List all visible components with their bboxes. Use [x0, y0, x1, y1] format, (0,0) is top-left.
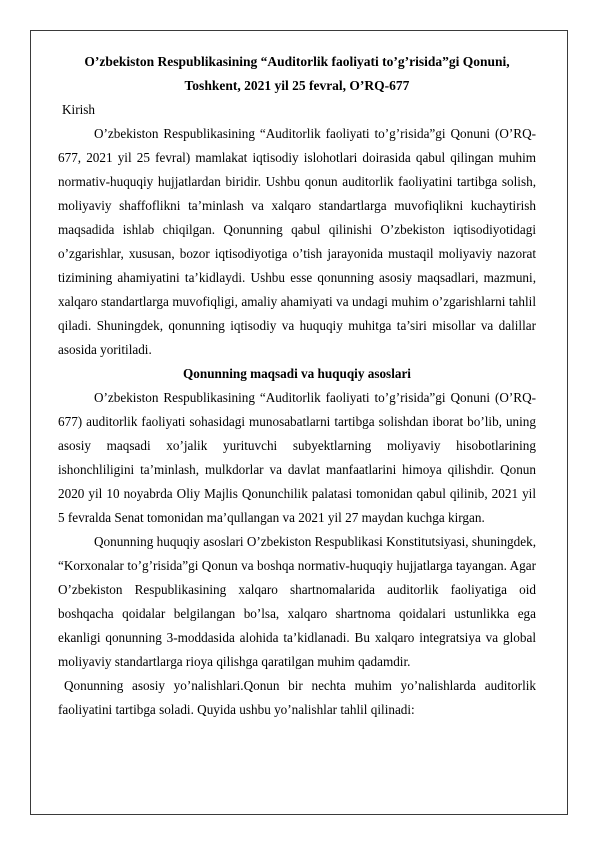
- section-heading: Qonunning maqsadi va huquqiy asoslari: [183, 366, 411, 381]
- document-body: [58, 50, 536, 722]
- document-title-line-1: O’zbekiston Respublikasining “Auditorlik faoliyati to’g’risida”gi Qonuni,: [84, 54, 510, 69]
- section-paragraph-1: O’zbekiston Respublikasining “Auditorlik faoliyati to’g’risida”gi Qonuni (O’RQ-677) auditorlik faoliyati sohasidagi munosabatlarni tartibga solishdan iborat bo’lib, uning asosiy maqsadi xo’jalik yurituvchi subyektlarning moliyaviy hisobotlarining ishonchliligini ta’minlash, mulkdorlar va davlat manfaatlarini himoya qilishdir. Qonun 2020 yil 10 noyabrda Oliy Majlis Qonunchilik palatasi tomonidan qabul qilinib, 2021 yil 5 fevralda Senat tomonidan ma’qullangan va 2021 yil 27 maydan kuchga kirgan.: [58, 390, 536, 525]
- section-paragraph-2: Qonunning huquqiy asoslari O’zbekiston Respublikasi Konstitutsiyasi, shuningdek, “Korxonalar to’g’risida”gi Qonun va boshqa normativ-huquqiy hujjatlarga tayangan. Agar O’zbekiston Respublikasining xalqaro shartnomalarida auditorlik faoliyatiga oid boshqacha qoidalar belgilangan bo’lsa, xalqaro shartnoma qoidalari ustunlikka ega ekanligi qonunning 3-moddasida alohida ta’kidlanadi. Bu xalqaro integratsiya va global moliyaviy standartlarga rioya qilishga qaratilgan muhim qadamdir.: [58, 534, 536, 669]
- section-paragraph-3: Qonunning asosiy yo’nalishlari.Qonun bir nechta muhim yo’nalishlarda auditorlik faoliyatini tartibga soladi. Quyida ushbu yo’nalishlar tahlil qilinadi:: [58, 678, 536, 717]
- intro-paragraph: O’zbekiston Respublikasining “Auditorlik faoliyati to’g’risida”gi Qonuni (O’RQ-677, 2021 yil 25 fevral) mamlakat iqtisodiy islohotlari doirasida qabul qilingan muhim normativ-huquqiy hujjatlardan biridir. Ushbu qonun auditorlik faoliyatini tartibga solish, moliyaviy shaffoflikni ta’minlash va xalqaro standartlarga muvofiqlikni kuchaytirish maqsadida ishlab chiqilgan. Qonunning qabul qilinishi O’zbekiston iqtisodiyotidagi o’zgarishlar, xususan, bozor iqtisodiyotiga o’tish jarayonida mustaqil moliyaviy nazorat tizimining ahamiyatini ta’kidlaydi. Ushbu esse qonunning asosiy maqsadlari, mazmuni, xalqaro standartlarga muvofiqligi, amaliy ahamiyati va undagi muhim o’zgarishlarni tahlil qiladi. Shuningdek, qonunning iqtisodiy va huquqiy muhitga ta’siri misollar va dalillar asosida yoritiladi.: [58, 126, 536, 357]
- intro-label: Kirish: [62, 102, 95, 117]
- document-title-line-2: Toshkent, 2021 yil 25 fevral, O’RQ-677: [184, 78, 410, 93]
